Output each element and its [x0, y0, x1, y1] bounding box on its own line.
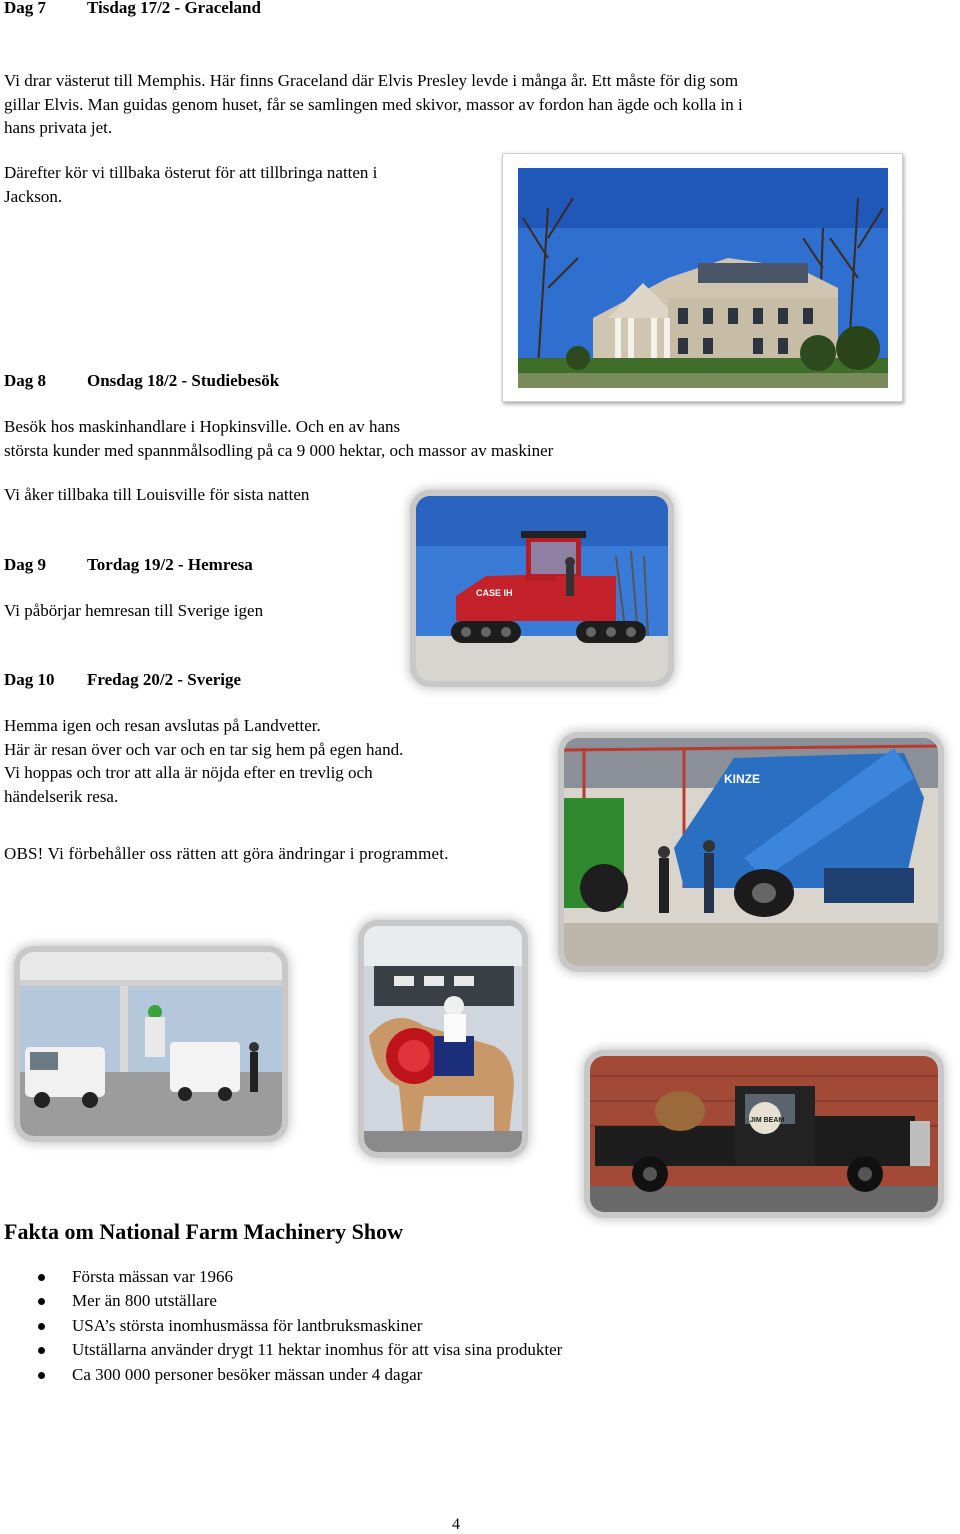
day8-line: största kunder med spannmålsodling på ca 9 000 hektar, och massor av maskiner [4, 440, 554, 460]
day10-line: händelserik resa. [4, 786, 119, 806]
facts-item-text: Första mässan var 1966 [72, 1267, 234, 1286]
day7-line: Därefter kör vi tillbaka österut för att tillbringa natten i [4, 163, 378, 182]
facts-item [0, 1363, 900, 1387]
facts-heading: Fakta om National Farm Machinery Show [4, 1219, 404, 1244]
day10-number: Dag 10 [4, 670, 55, 689]
day8-heading [4, 369, 484, 393]
old-truck-logo: JIM BEAM [750, 1117, 785, 1124]
facts-item-text: Ca 300 000 personer besöker mässan under 4 dagar [72, 1364, 423, 1384]
day7-heading [4, 0, 604, 20]
day7-title: Tisdag 17/2 - Graceland [87, 0, 261, 17]
day9-number: Dag 9 [4, 555, 47, 574]
obs-notice: OBS! Vi förbehåller oss rätten att göra ändringar i programmet. [4, 844, 449, 863]
day9-title: Tordag 19/2 - Hemresa [87, 555, 253, 574]
day10-heading [4, 668, 404, 692]
day10-line: Vi hoppas och tror att alla är nöjda efter en trevlig och [4, 763, 373, 782]
day9-paragraph: Vi påbörjar hemresan till Sverige igen [4, 601, 264, 620]
day8-title: Onsdag 18/2 - Studiebesök [87, 371, 280, 390]
day7-number: Dag 7 [4, 0, 47, 17]
old-truck-image [590, 1056, 938, 1212]
day8-paragraph-1 [4, 415, 764, 462]
bullet-icon [38, 1298, 45, 1305]
bullet-icon [38, 1274, 45, 1281]
day8-paragraph-2: Vi åker tillbaka till Louisville för sista natten [4, 485, 310, 504]
grain-cart-photo [564, 738, 938, 966]
horse-statue-image [364, 926, 522, 1152]
gas-station-photo [20, 952, 282, 1136]
tractor-image [416, 496, 668, 681]
facts-list [0, 1265, 900, 1387]
day10-line: Här är resan över och var och en tar sig hem på egen hand. [4, 739, 404, 759]
facts-item-text: Utställarna använder drygt 11 hektar inomhus för att visa sina produkter [72, 1340, 563, 1360]
kinze-logo: KINZE [724, 772, 760, 786]
facts-item-text: USA’s största inomhusmässa för lantbruksmaskiner [72, 1315, 423, 1335]
day10-line: Hemma igen och resan avslutas på Landvetter. [4, 716, 321, 735]
bullet-icon [38, 1372, 45, 1379]
page-number: 4 [452, 1516, 460, 1533]
grain-cart-image [564, 738, 938, 966]
horse-statue-photo [364, 926, 522, 1152]
facts-item [0, 1265, 900, 1289]
day7-line: Vi drar västerut till Memphis. Här finns Graceland där Elvis Presley levde i många år. Ett måste för dig som [4, 71, 739, 90]
day9-heading [4, 553, 404, 577]
facts-item-text: Mer än 800 utställare [72, 1291, 217, 1311]
bullet-icon [38, 1323, 45, 1330]
day10-paragraph [4, 714, 544, 808]
day8-line: Besök hos maskinhandlare i Hopkinsville. Och en av hans [4, 417, 401, 436]
facts-item [0, 1314, 900, 1338]
gas-station-image [20, 952, 282, 1136]
graceland-image [503, 154, 902, 401]
facts-item [0, 1338, 900, 1362]
day10-title: Fredag 20/2 - Sverige [87, 670, 242, 689]
graceland-photo [502, 153, 903, 402]
day7-paragraph-1 [4, 69, 904, 140]
tractor-brand-label: CASE IH [476, 588, 513, 598]
day8-number: Dag 8 [4, 371, 47, 390]
day7-line: gillar Elvis. Man guidas genom huset, får se samlingen med skivor, massor av fordon han ägde och kolla in i [4, 94, 743, 114]
tractor-photo [416, 496, 668, 681]
day7-line: Jackson. [4, 186, 63, 206]
facts-item [0, 1289, 900, 1313]
bullet-icon [38, 1347, 45, 1354]
day7-line: hans privata jet. [4, 118, 113, 137]
day7-paragraph-2 [4, 161, 484, 208]
old-truck-photo [590, 1056, 938, 1212]
